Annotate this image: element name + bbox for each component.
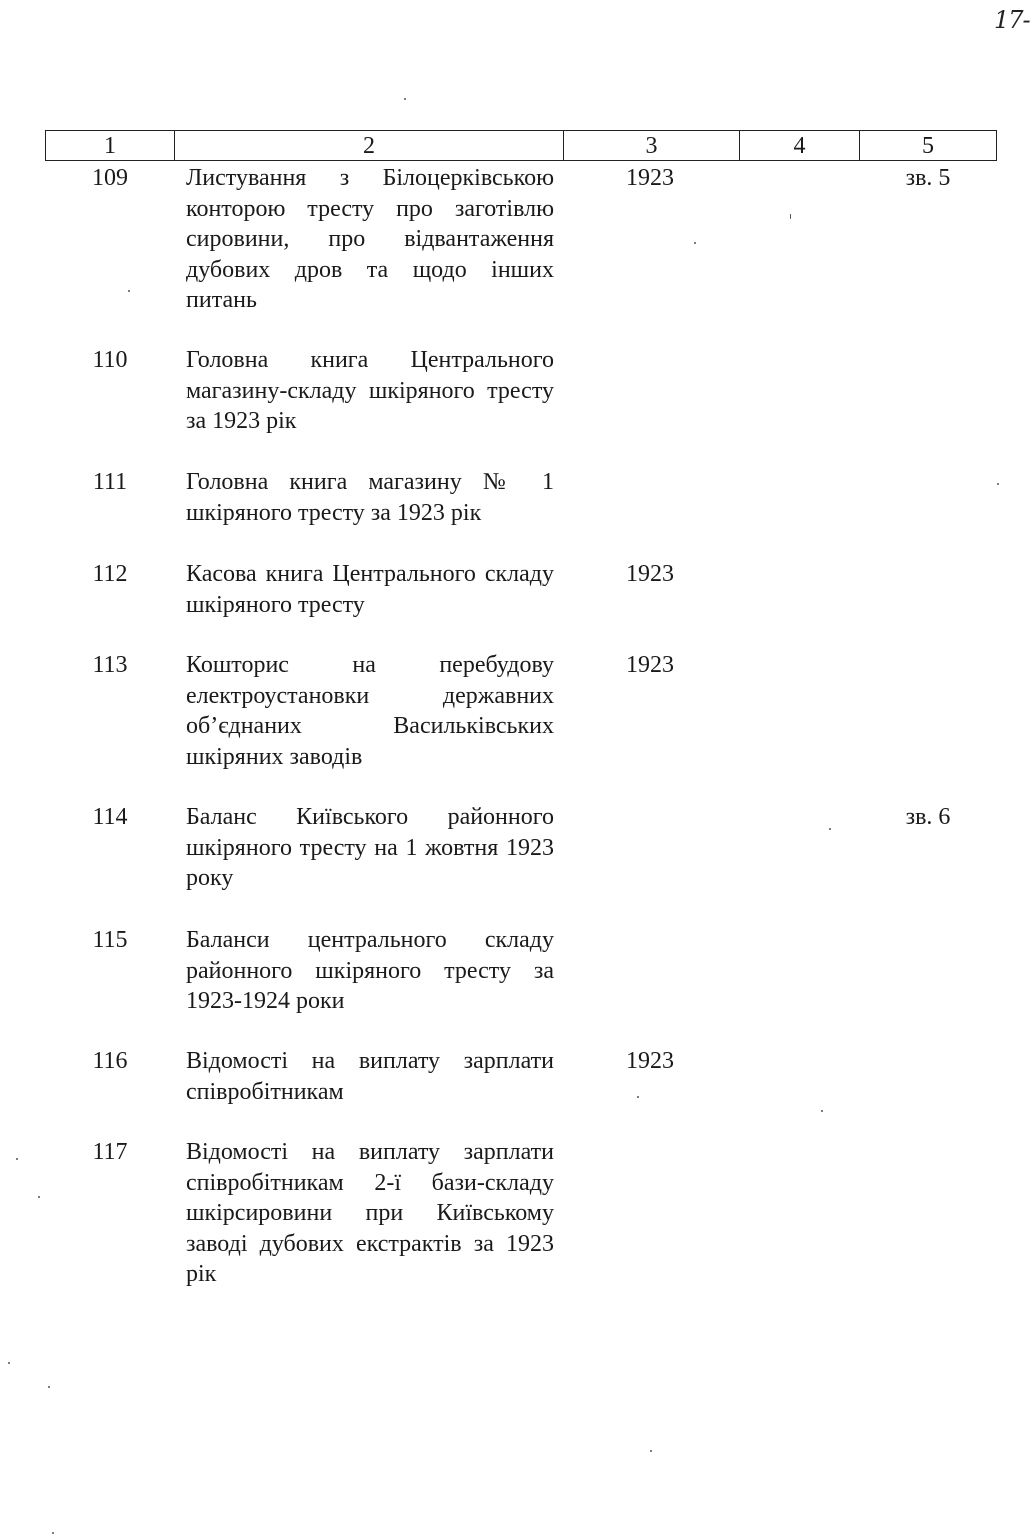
file-description: Кошторис на перебудову електроустановки державних об’єднаних Васильківських шкіряних заводів: [186, 652, 554, 770]
scan-speck: [48, 1386, 50, 1388]
scan-speck: [637, 1096, 639, 1098]
file-description: Головна книга магазину № 1 шкіряного тресту за 1923 рік: [186, 469, 554, 526]
scan-speck: [128, 290, 130, 292]
file-description: Баланс Київського районного шкіряного тресту на 1 жовтня 1923 року: [186, 804, 554, 891]
file-number: 114: [92, 804, 128, 830]
scan-speck: [997, 483, 999, 485]
scan-speck: [790, 214, 791, 219]
column-header-4: 4: [740, 131, 860, 160]
column-header-3: 3: [564, 131, 740, 160]
scan-speck: [16, 1158, 18, 1160]
file-description: Касова книга Центрального складу шкіряного тресту: [186, 561, 554, 618]
file-number: 115: [92, 927, 128, 953]
scan-speck: [52, 1532, 54, 1534]
file-number: 112: [92, 561, 128, 587]
file-note: зв. 5: [905, 165, 951, 191]
file-description: Відомості на виплату зарплати співробітникам: [186, 1048, 554, 1105]
scan-speck: [38, 1196, 40, 1198]
file-date: 1923: [626, 165, 674, 191]
file-number: 116: [92, 1048, 128, 1074]
scan-speck: [650, 1450, 652, 1452]
column-header-row: [45, 130, 997, 161]
column-header-2: 2: [175, 131, 564, 160]
scan-speck: [694, 242, 696, 244]
scan-speck: [404, 98, 406, 100]
page-number-mark: 17-: [994, 6, 1030, 34]
file-number: 117: [92, 1139, 128, 1165]
file-date: 1923: [626, 1048, 674, 1074]
file-description: Головна книга Центрального магазину-складу шкіряного тресту за 1923 рік: [186, 347, 554, 434]
column-header-5: 5: [922, 133, 934, 159]
file-description: Відомості на виплату зарплати співробітникам 2-ї бази-складу шкірсировини при Київському заводі дубових екстрактів за 1923 рік: [186, 1139, 554, 1287]
file-number: 113: [92, 652, 128, 678]
file-date: 1923: [626, 561, 674, 587]
scan-speck: [821, 1110, 823, 1112]
file-note: зв. 6: [905, 804, 951, 830]
scan-speck: [8, 1362, 10, 1364]
file-number: 111: [92, 469, 128, 495]
scan-speck: [829, 828, 831, 830]
file-number: 109: [92, 165, 128, 191]
file-description: Листування з Білоцерківською конторою тресту про заготівлю сировини, про відвантаження дубових дров та щодо інших питань: [186, 165, 554, 313]
file-number: 110: [92, 347, 128, 373]
file-date: 1923: [626, 652, 674, 678]
file-description: Баланси центрального складу районного шкіряного тресту за 1923-1924 роки: [186, 927, 554, 1014]
column-header-1: 1: [46, 131, 175, 160]
